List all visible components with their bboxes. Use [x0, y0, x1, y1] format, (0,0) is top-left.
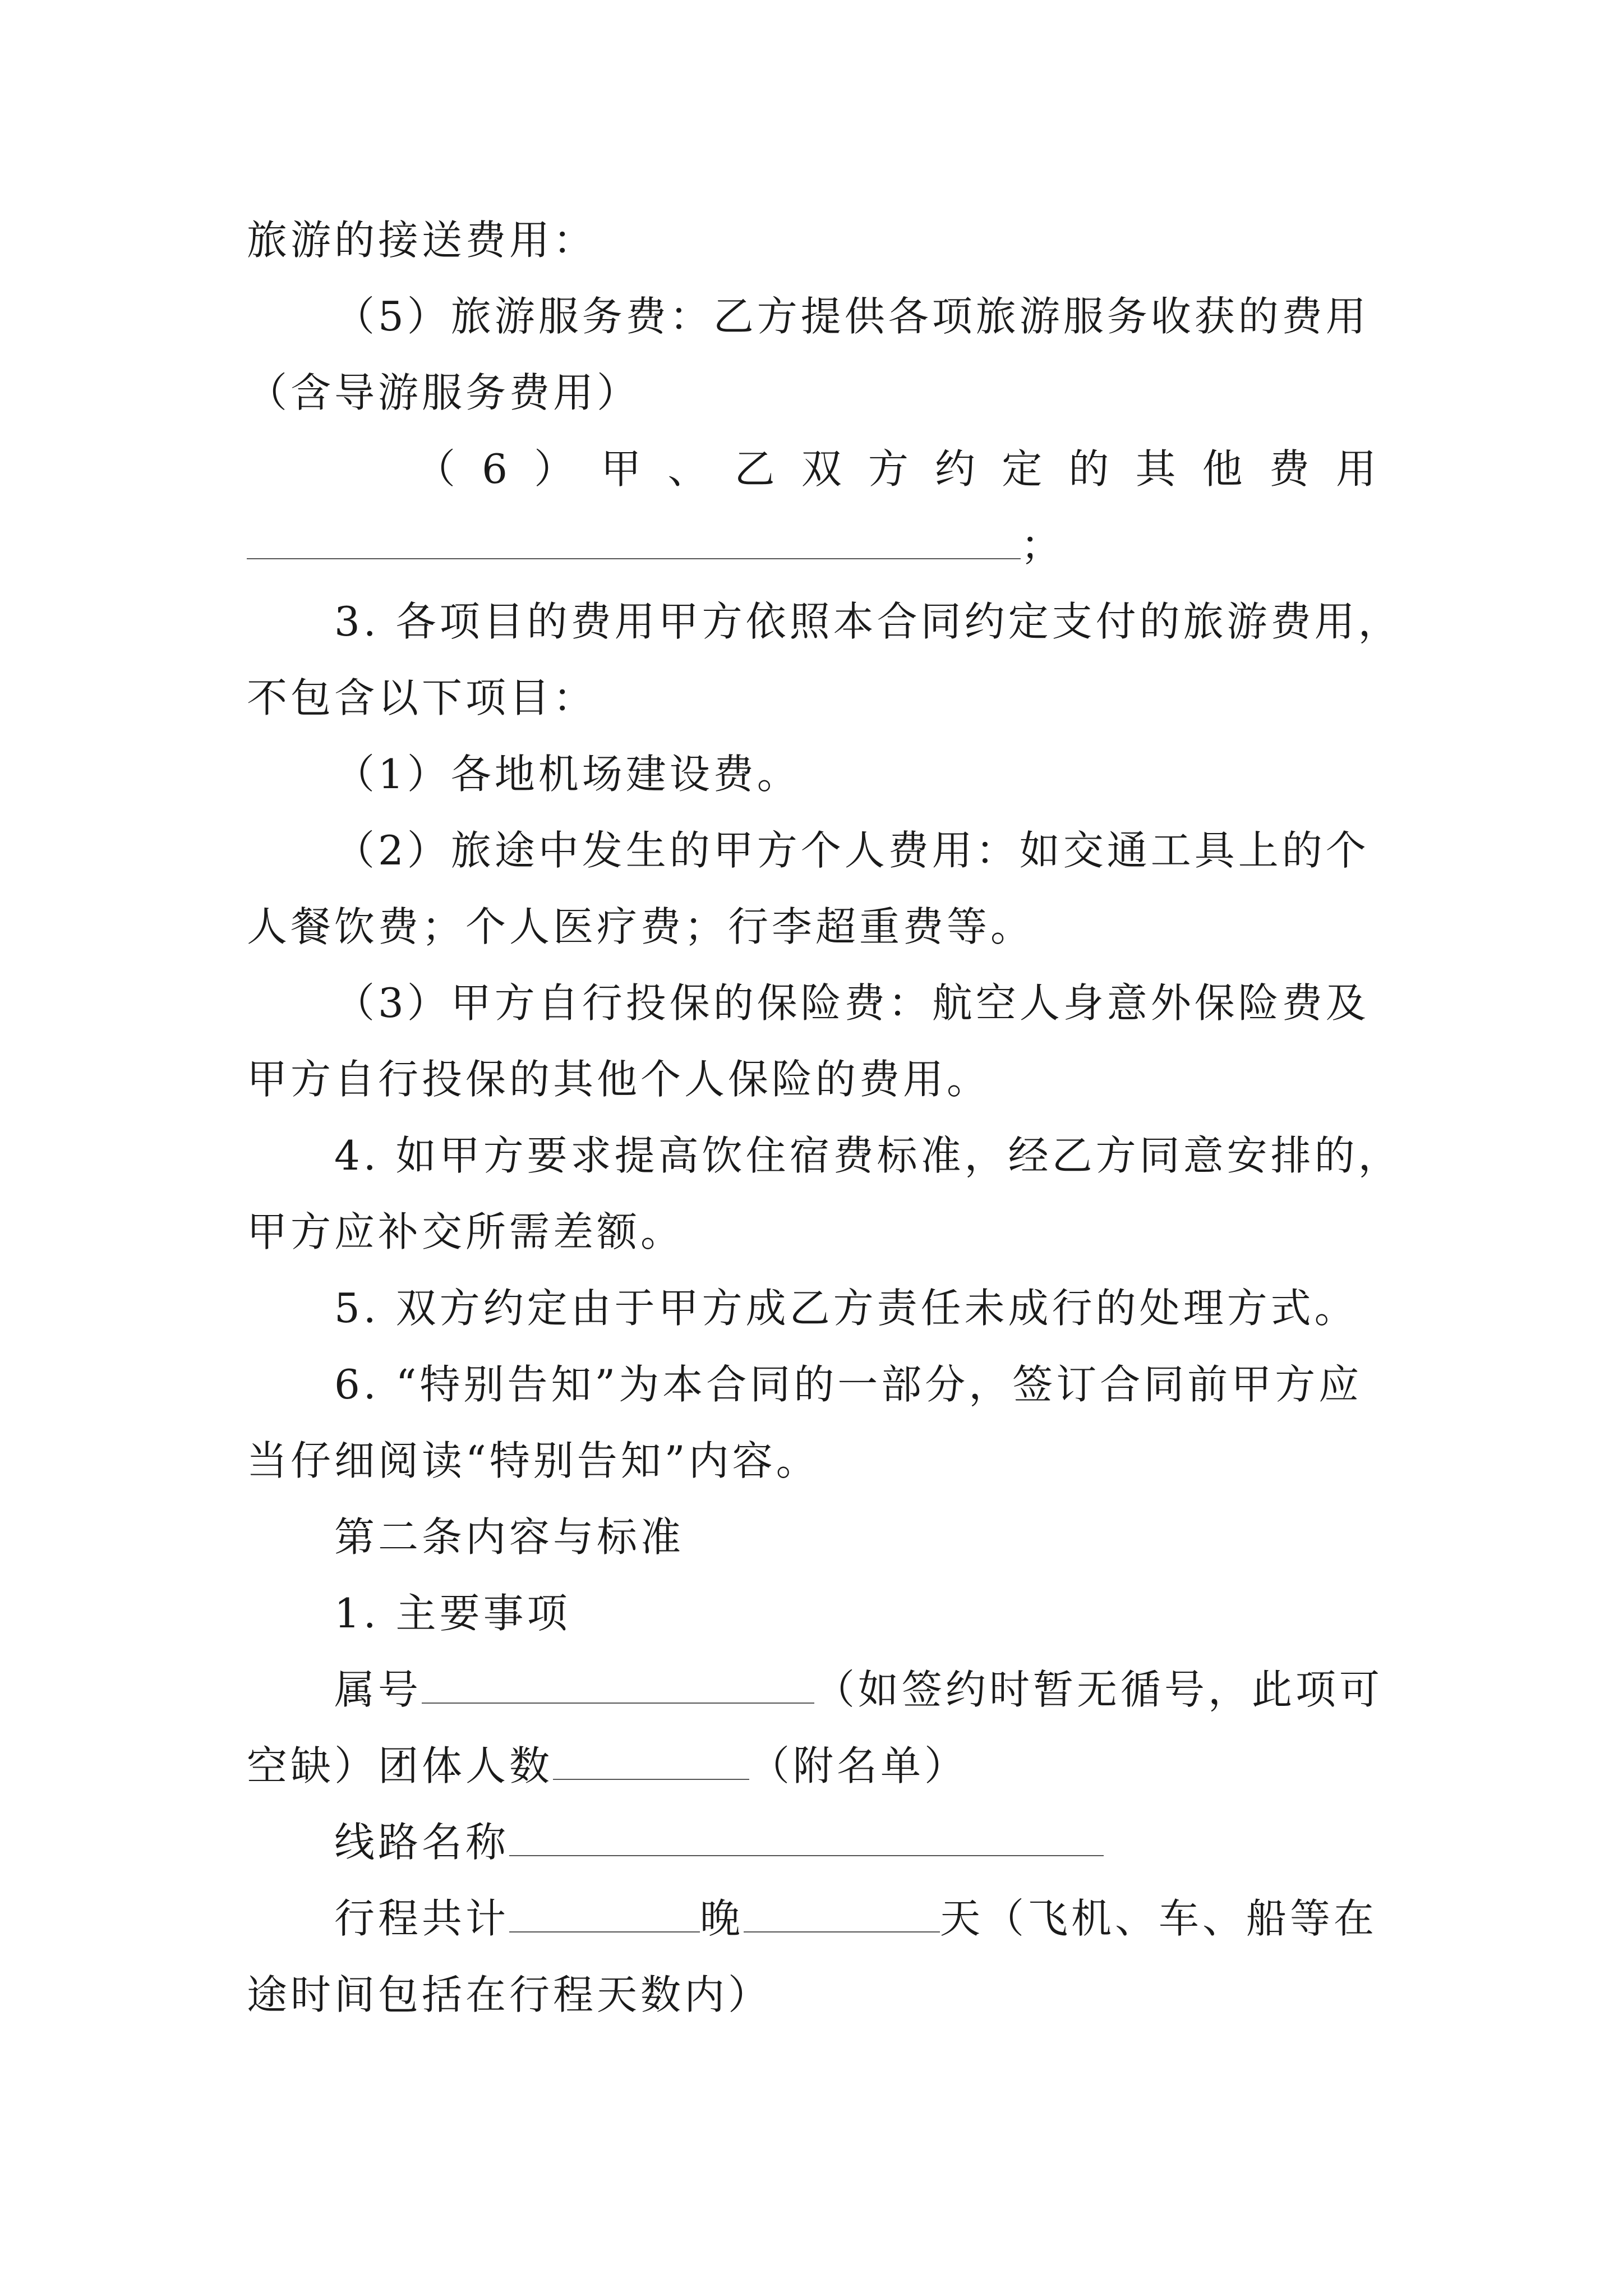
paragraph-line: 人餐饮费；个人医疗费；行李超重费等。	[247, 903, 1035, 950]
group-size-line: 空缺）团体人数 （附名单）	[247, 1742, 969, 1789]
paragraph-line: 3. 各项目的费用甲方依照本合同约定支付的旅游费用，	[334, 598, 1402, 645]
paragraph-line: 6. “特别告知”为本合同的一部分，签订合同前甲方应	[334, 1361, 1363, 1408]
paragraph-line: （含导游服务费用）	[247, 369, 641, 416]
group-number-line: 属号 （如签约时暂无循号，此项可	[334, 1666, 1384, 1713]
paragraph-line: 不包含以下项目：	[247, 674, 597, 721]
paragraph-line: 甲方自行投保的其他个人保险的费用。	[247, 1056, 991, 1103]
paragraph-line: （5）旅游服务费：乙方提供各项旅游服务收获的费用	[334, 293, 1370, 340]
other-fees-blank-line: ；	[247, 507, 1380, 583]
paragraph-line: （3）甲方自行投保的保险费：航空人身意外保险费及	[334, 979, 1370, 1027]
paragraph-line: 5. 双方约定由于甲方成乙方责任未成行的处理方式。	[334, 1285, 1358, 1332]
nights-field[interactable]	[509, 1898, 700, 1932]
paragraph-line: 4. 如甲方要求提高饮住宿费标准，经乙方同意安排的，	[334, 1132, 1402, 1179]
paragraph-line: （2）旅途中发生的甲方个人费用：如交通工具上的个	[334, 827, 1370, 874]
route-name-field[interactable]	[509, 1821, 1104, 1856]
route-name-line: 线路名称	[247, 1804, 1380, 1880]
paragraph-line: 旅游的接送费用：	[247, 217, 597, 264]
paragraph-line: 甲方应补交所需差额。	[247, 1208, 685, 1255]
other-fees-field[interactable]	[247, 524, 1021, 559]
subsection-heading: 1. 主要事项	[334, 1590, 571, 1637]
paragraph-line: （1）各地机场建设费。	[334, 751, 801, 798]
paragraph-line: 途时间包括在行程天数内）	[247, 1971, 772, 2018]
section-heading: 第二条内容与标准	[334, 1513, 685, 1561]
group-size-field[interactable]	[553, 1745, 749, 1780]
other-fees-line: （ 6 ） 甲 、 乙 双 方 约 定 的 其 他 费 用	[415, 445, 1380, 493]
days-field[interactable]	[744, 1898, 940, 1932]
itinerary-length-line: 行程共计 晚 天（飞机、车、船等在	[334, 1895, 1378, 1942]
group-number-field[interactable]	[422, 1669, 814, 1704]
paragraph-line: 当仔细阅读“特别告知”内容。	[247, 1437, 820, 1484]
document-page	[247, 202, 1402, 2033]
